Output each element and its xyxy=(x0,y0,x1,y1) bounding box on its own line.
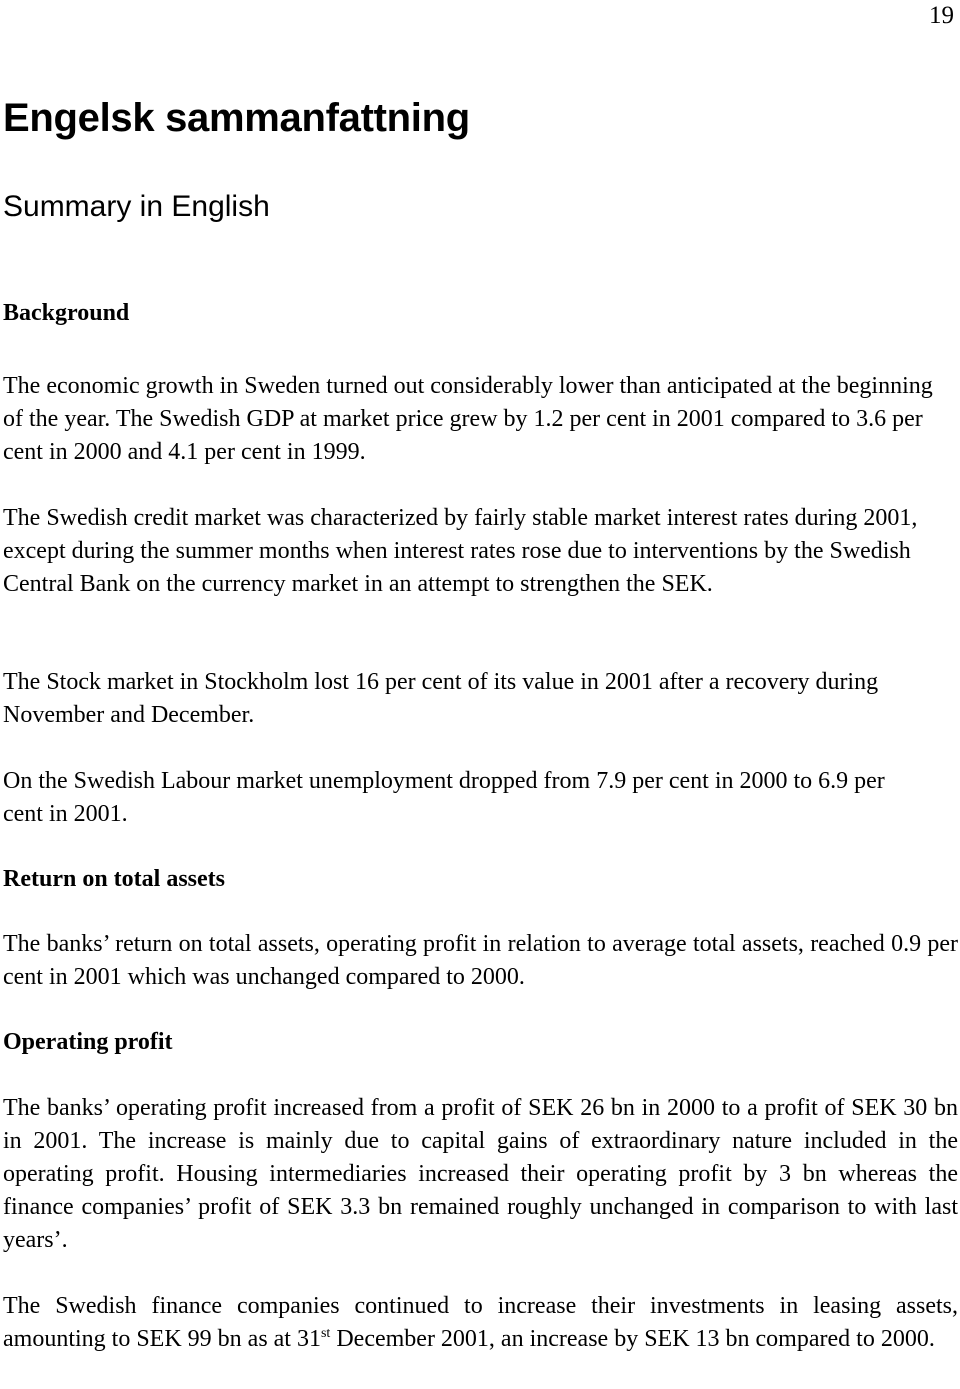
paragraph-economic-growth: The economic growth in Sweden turned out considerably lower than anticipated at the beginning of the year. The Swedish GDP at market price grew by 1.2 per cent in 2001 compared to 3.6 per cent in 2000 and 4.1 per cent in 1999. xyxy=(3,373,933,465)
paragraph-labour-market: On the Swedish Labour market unemployment dropped from 7.9 per cent in 2000 to 6.9 per cent in 2001. xyxy=(3,768,885,827)
paragraph-credit-market: The Swedish credit market was characterized by fairly stable market interest rates during 2001, except during the summer months when interest rates rose due to interventions by the Swedish Central Bank on the currency market in an attempt to strengthen the SEK. xyxy=(3,505,918,597)
paragraph-finance-companies xyxy=(3,1290,958,1356)
page-number: 19 xyxy=(929,2,954,29)
section-heading-background: Background xyxy=(3,300,130,326)
page-subtitle: Summary in English xyxy=(3,190,270,223)
page-title: Engelsk sammanfattning xyxy=(3,96,470,140)
ordinal-superscript: st xyxy=(320,1326,331,1341)
paragraph-operating-profit: The banks’ operating profit increased from a profit of SEK 26 bn in 2000 to a profit of SEK 30 bn in 2001. The increase is mainly due to capital gains of extraordinary nature included in the operating profit. Housing intermediaries increased their operating profit by 3 bn whereas the finance companies’ profit of SEK 3.3 bn remained roughly unchanged in comparison to with last years’. xyxy=(3,1095,958,1253)
section-heading-return-on-total-assets: Return on total assets xyxy=(3,866,225,892)
paragraph-stock-market: The Stock market in Stockholm lost 16 per cent of its value in 2001 after a recovery during November and December. xyxy=(3,669,879,728)
section-heading-operating-profit: Operating profit xyxy=(3,1029,173,1055)
paragraph-return-on-total-assets: The banks’ return on total assets, operating profit in relation to average total assets, reached 0.9 per cent in 2001 which was unchanged compared to 2000. xyxy=(3,931,958,990)
paragraph-finance-companies-text-2: December 2001, an increase by SEK 13 bn compared to 2000. xyxy=(330,1326,935,1352)
paragraph-finance-companies-text-1: The Swedish finance companies continued to increase their investments in leasing assets, amounting to SEK 99 bn as at 31 xyxy=(3,1293,958,1352)
